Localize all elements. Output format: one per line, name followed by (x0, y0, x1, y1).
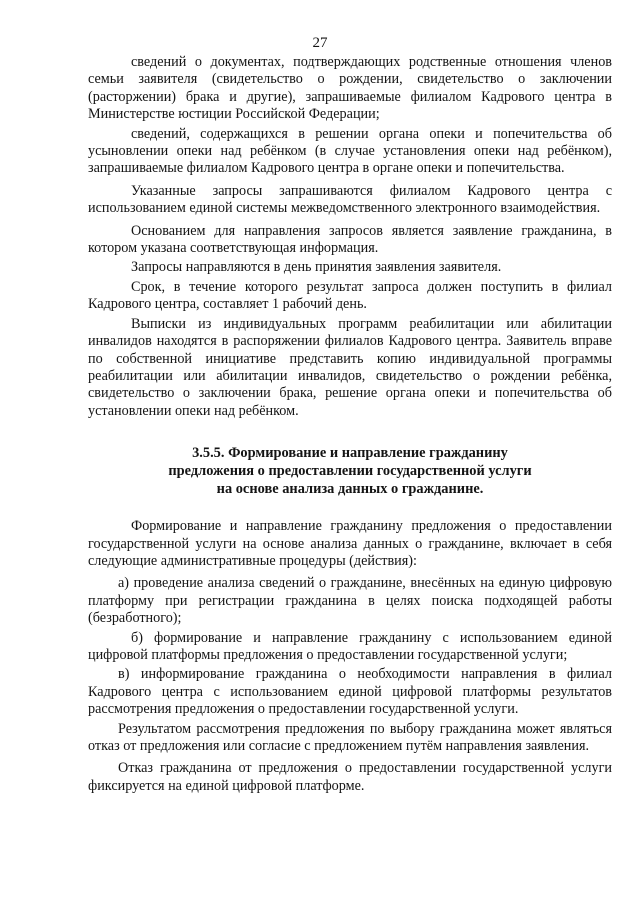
paragraph: Формирование и направление гражданину предложения о предоставлении государственной услуги на основе анализа данных о гражданине, включает в себя следующие административные процедуры (действия): (88, 518, 612, 569)
paragraph: сведений, содержащихся в решении органа опеки и попечительства об усыновлении опеки над ребёнком (в случае установления опеки над ребёнком), запрашиваемые филиалом Кадрового центра в органе опеки и попечительства. (88, 125, 612, 177)
paragraph: Срок, в течение которого результат запроса должен поступить в филиал Кадрового центра, составляет 1 рабочий день. (88, 278, 612, 313)
document-body (88, 54, 612, 795)
paragraph: Отказ гражданина от предложения о предоставлении государственной услуги фиксируется на единой цифровой платформе. (88, 760, 612, 794)
paragraph: сведений о документах, подтверждающих родственные отношения членов семьи заявителя (свидетельство о рождении, свидетельство о заключении (расторжении) брака и другие), запрашиваемые филиалом Кадрового центра в Министерстве юстиции Российской Федерации; (88, 54, 612, 123)
paragraph: Запросы направляются в день принятия заявления заявителя. (131, 259, 502, 276)
paragraph: Выписки из индивидуальных программ реабилитации или абилитации инвалидов находятся в распоряжении филиалов Кадрового центра. Заявитель вправе по собственной инициативе представить копию индивидуальной программы реабилитации или абилитации инвалидов, свидетельство о рождении ребёнка, свидетельство о заключении брака, решение органа опеки и попечительства об установлении опеки над ребёнком. (88, 315, 612, 419)
paragraph: Основанием для направления запросов является заявление гражданина, в котором указана соответствующая информация. (88, 222, 612, 257)
section-heading (88, 444, 612, 498)
list-item: а) проведение анализа сведений о гражданине, внесённых на единую цифровую платформу при регистрации гражданина в целях поиска подходящей работы (безработного); (88, 575, 612, 627)
section-heading-line: предложения о предоставлении государственной услуги (168, 463, 532, 480)
section-heading-line: на основе анализа данных о гражданине. (216, 481, 484, 498)
list-item: б) формирование и направление гражданину с использованием единой цифровой платформы предложения о предоставлении государственной услуги; (88, 629, 612, 663)
page-number: 27 (312, 35, 328, 51)
list-item: в) информирование гражданина о необходимости направления в филиал Кадрового центра с использованием единой цифровой платформы результатов рассмотрения предложения о предоставлении государственной услуги. (88, 666, 612, 718)
paragraph: Указанные запросы запрашиваются филиалом Кадрового центра с использованием единой системы межведомственного электронного взаимодействия. (88, 182, 612, 217)
paragraph: Результатом рассмотрения предложения по выбору гражданина может являться отказ от предложения или согласие с предложением путём направления заявления. (88, 720, 612, 754)
section-heading-line: 3.5.5. Формирование и направление гражданину (192, 445, 508, 462)
